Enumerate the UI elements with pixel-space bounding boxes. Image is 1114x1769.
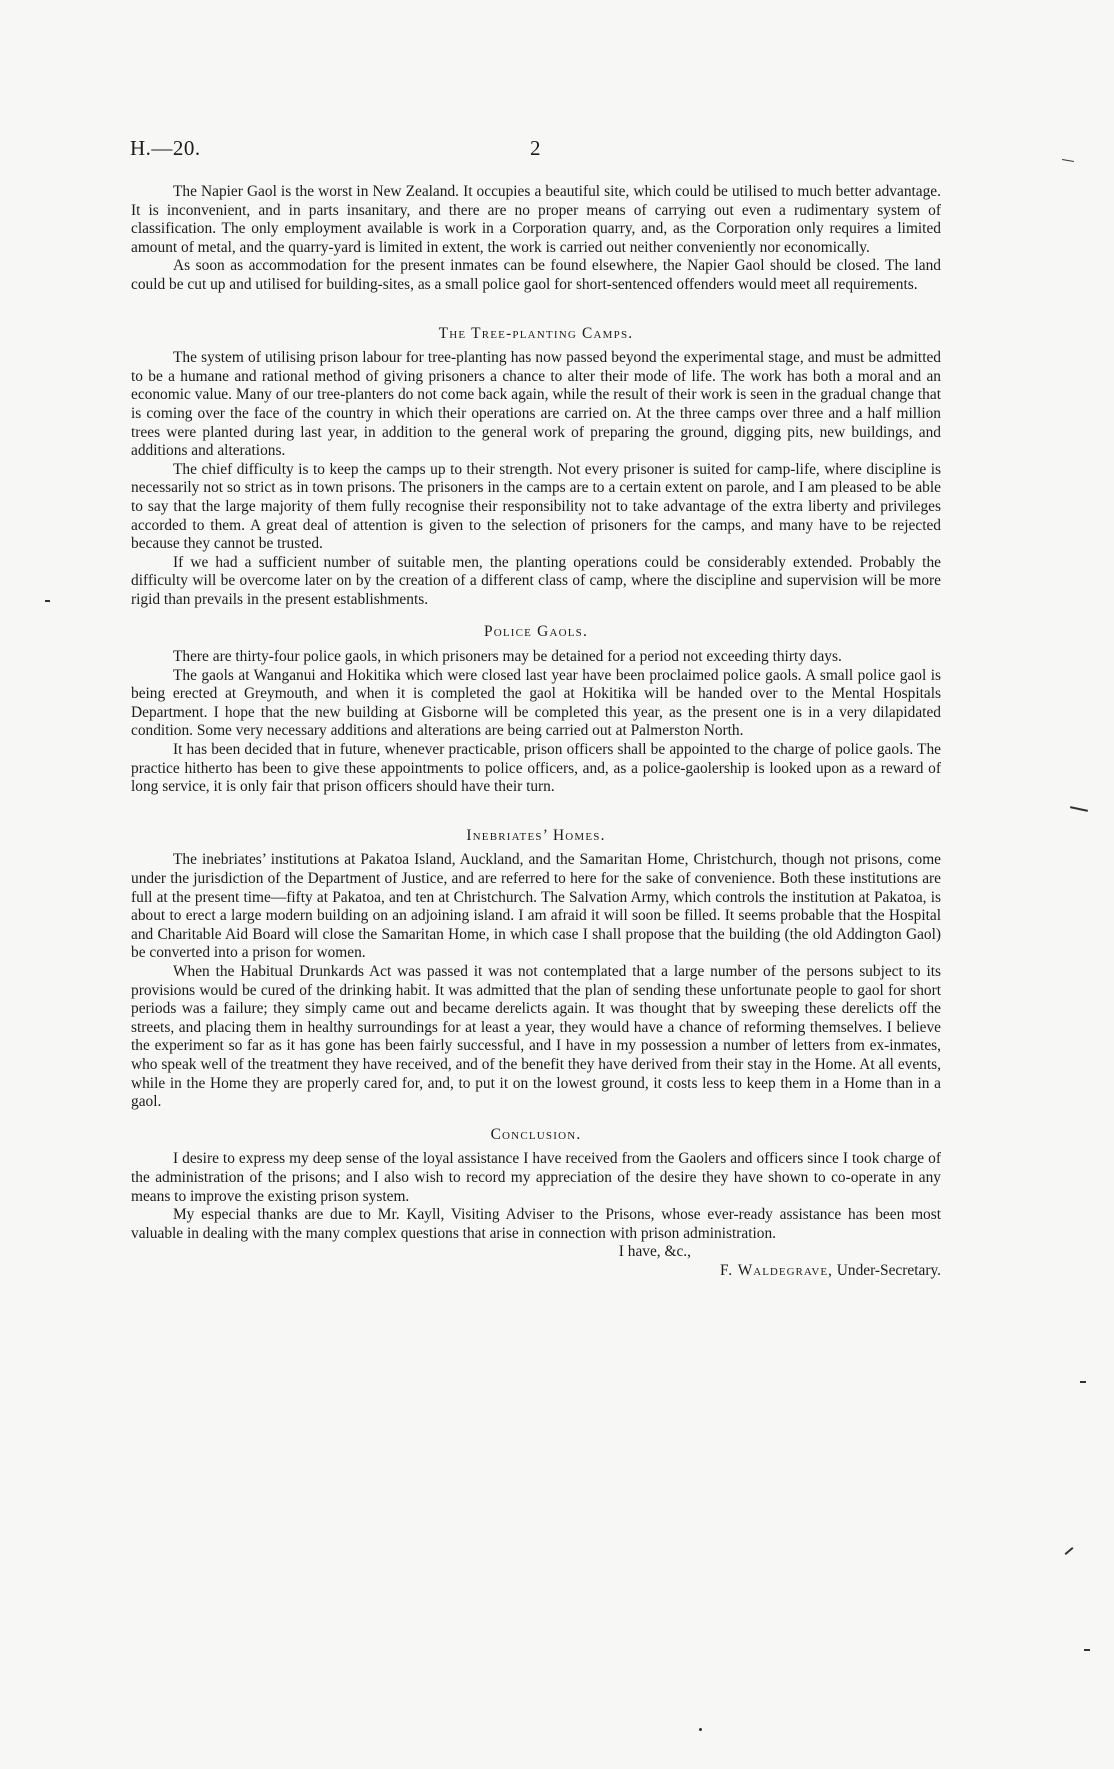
paragraph: The inebriates’ institutions at Pakatoa Island, Auckland, and the Samaritan Home, Christchurch, though not prisons, come under the jurisdiction of the Department of Justice, and are referred to here for the sake of convenience. Both these institutions are full at the present time—fifty at Pakatoa, and ten at Christchurch. The Salvation Army, which controls the institution at Pakatoa, is about to erect a large modern building on an adjoining island. I am afraid it will soon be filled. It seems probable that the Hospital and Charitable Aid Board will close the Samaritan Home, in which case I shall propose that the building (the old Addington Gaol) be converted into a prison for women. [131,851,941,962]
document-code: H.—20. [130,136,201,160]
signature-title: Under-Secretary. [836,1261,941,1279]
section-heading-police-gaols: Police Gaols. [483,623,589,641]
margin-mark [1070,806,1088,812]
paragraph: My especial thanks are due to Mr. Kayll, Visiting Adviser to the Prisons, whose ever-ready assistance has been most valuable in dealing with the many complex questions that arise in connection with prison administration. [131,1206,941,1242]
document-body [131,183,941,1280]
margin-mark [1084,1649,1090,1651]
paragraph: The gaols at Wanganui and Hokitika which were closed last year have been proclaimed police gaols. A small police gaol is being erected at Greymouth, and when it is completed the gaol at Hokitika will be handed over to the Mental Hospitals Department. I hope that the new building at Gisborne will be completed this year, as the present one is in a very dilapidated condition. Some very necessary additions and alterations are being carried out at Palmerston North. [131,666,941,740]
paragraph: The chief difficulty is to keep the camps up to their strength. Not every prisoner is suited for camp-life, where discipline is necessarily not so strict as in town prisons. The prisoners in the camps are to a certain extent on parole, and I am pleased to be able to say that the large majority of them fully recognise their responsibility not to take advantage of the extra liberty and privileges accorded to them. A great deal of attention is given to the selection of prisoners for the camps, and many have to be rejected because they cannot be trusted. [131,460,941,553]
paragraph: There are thirty-four police gaols, in which prisoners may be detained for a period not exceeding thirty days. [173,648,842,666]
section-heading-conclusion: Conclusion. [490,1125,582,1143]
margin-mark [1062,159,1074,162]
paragraph: The system of utilising prison labour for tree-planting has now passed beyond the experimental stage, and must be admitted to be a humane and rational method of giving prisoners a chance to alter their mode of life. The work has both a moral and an economic value. Many of our tree-planters do not come back again, while the result of their work is seen in the gradual change that is coming over the face of the country in which their operations are carried on. At the three camps over three and a half million trees were planted during last year, in addition to the general work of preparing the ground, digging pits, new buildings, and additions and alterations. [131,349,941,460]
paragraph: When the Habitual Drunkards Act was passed it was not contemplated that a large number of the persons subject to its provisions would be cured of the drinking habit. It was admitted that the plan of sending these unfortunate people to gaol for short periods was a failure; they simply came out and became derelicts again. It was thought that by sweeping these derelicts off the streets, and placing them in healthy surroundings for at least a year, they would have a chance of reforming themselves. I believe the experiment so far as it has gone has been fairly successful, and I have in my possession a number of letters from ex-inmates, who speak well of the treatment they have received, and of the benefit they have derived from their stay in the Home. At all events, while in the Home they are properly cared for, and, to put it on the lowest ground, it costs less to keep them in a Home than in a gaol. [131,962,941,1111]
page-header [130,136,1030,166]
section-heading-inebriates-homes: Inebriates’ Homes. [466,826,606,844]
closing-line [131,1243,941,1262]
margin-mark [1080,1381,1086,1383]
section-heading-tree-planting: The Tree-planting Camps. [438,324,634,342]
margin-mark [699,1728,702,1731]
margin-mark [45,600,50,602]
closing-salutation: I have, &c., [618,1243,691,1261]
signature [131,1262,941,1281]
paragraph: It has been decided that in future, whenever practicable, prison officers shall be appointed to the charge of police gaols. The practice hitherto has been to give these appointments to police officers, and, as a police-gaolership is looked upon as a reward of long service, it is only fair that prison officers should have their turn. [131,741,941,796]
paragraph: The Napier Gaol is the worst in New Zealand. It occupies a beautiful site, which could be utilised to much better advantage. It is inconvenient, and in parts insanitary, and there are no proper means of carrying out even a rudimentary system of classification. The only employment available is work in a Corporation quarry, and, as the Corporation only requires a limited amount of metal, and the quarry-yard is limited in extent, the work is carried out neither conveniently nor economically. [131,183,941,256]
page-number: 2 [530,136,541,160]
signature-name: F. Waldegrave, [719,1261,833,1279]
margin-mark [1065,1547,1074,1555]
paragraph: As soon as accommodation for the present inmates can be found elsewhere, the Napier Gaol should be closed. The land could be cut up and utilised for building-sites, as a small police gaol for short-sentenced offenders would meet all requirements. [131,257,941,293]
paragraph: I desire to express my deep sense of the loyal assistance I have received from the Gaolers and officers since I took charge of the administration of the prisons; and I also wish to record my appreciation of the desire they have shown to co-operate in any means to improve the existing prison system. [131,1150,941,1205]
paragraph: If we had a sufficient number of suitable men, the planting operations could be considerably extended. Probably the difficulty will be overcome later on by the creation of a different class of camp, where the discipline and supervision will be more rigid than prevails in the present establishments. [131,553,941,608]
